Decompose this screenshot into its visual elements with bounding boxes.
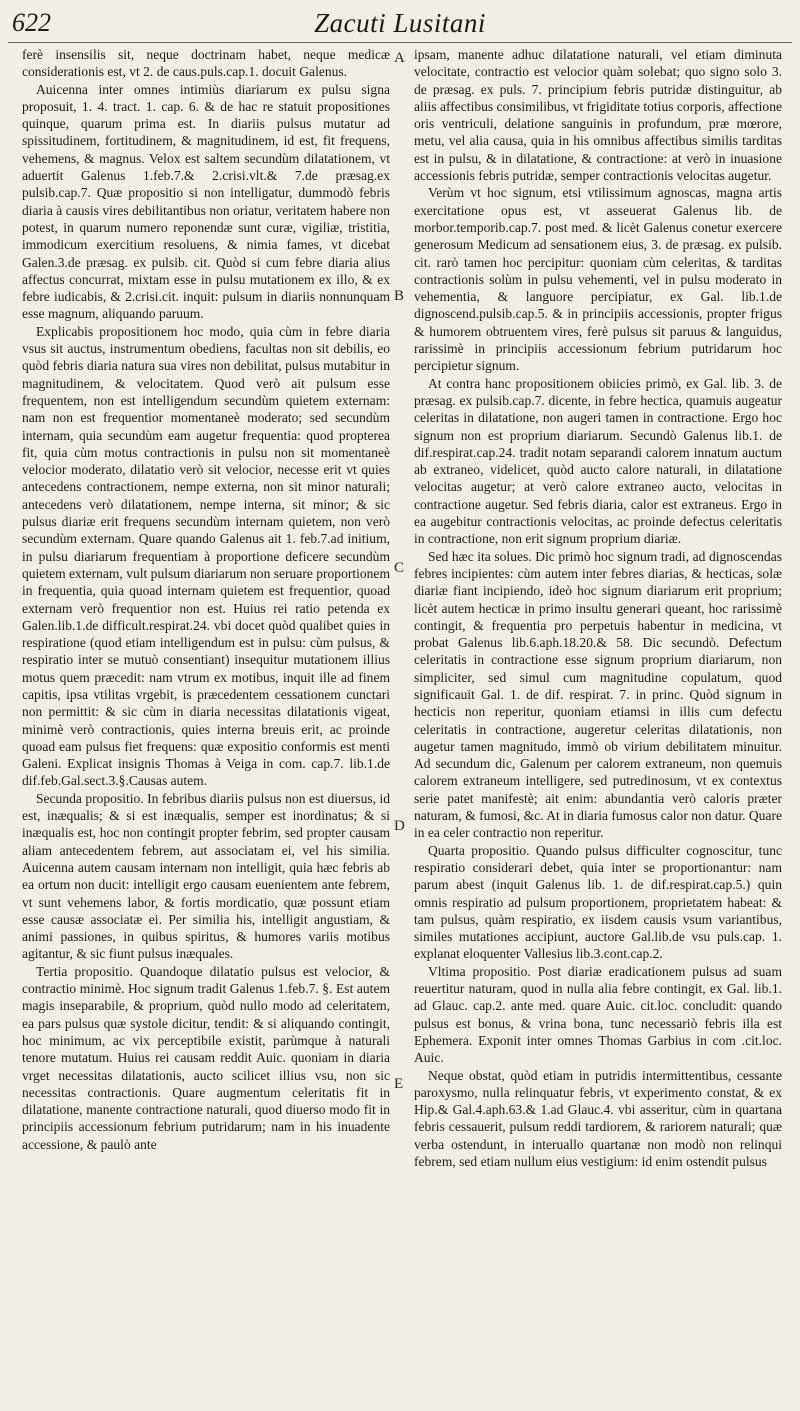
paragraph: Tertia propositio. Quandoque dilatatio pulsus est velocior, & contractio minimè. Hoc signum tradit Galenus 1.feb.7. §. Est autem magis inseparabile, & proprium, quòd nullo modo ad celeritatem, ea pars pulsus quæ systole dicitur, tendit: & si aliquando contingit, hoc minimum, ac vix perceptibile existit, parùmque à naturali tenore mutatum. Huius rei causam reddit Auic. quoniam in diaria vrget necessitas dilatationis, aucto scilicet illius vsu, non sic necessitas contractionis. Quare augmentum celeritatis fit in dilatatione, manente contractione naturali, quod diuerso modo fit in principiis accessionum febrium putridarum; nam in his inuadente accessione, & paulò ante (22, 963, 390, 1152)
paragraph: At contra hanc propositionem obiicies primò, ex Gal. lib. 3. de præsag. ex pulsib.cap.7. dicente, in febre hectica, quamuis augeatur celeritas in dilatatione, non augeri tamen in contractione. Ergo hoc signum non est proprium diariarum. Secundò Galenus lib.1. de dif.respirat.cap.24. tradit notam separandi calorem innatum auctum ab extraneo, videlicet, quòd aucto calore naturali, in dilatatione velocitas augetur; at verò calore extraneo aucto, velocitas in contractione augetur. Sed febris diaria, calor est extraneus. Ergo in ea augebitur contractionis velocitas, ac proinde defectus celeritatis in contractione, non erit signum proprium diariæ. (414, 375, 782, 547)
paragraph: Verùm vt hoc signum, etsi vtilissimum agnoscas, magna artis exercitatione opus est, vt asseuerat Galenus lib. de morbor.temporib.cap.7. post med. & licèt Galenus conetur exercere generosum Medicum ad sensationem eius, 3. de præsag. ex pulsib. cit. rarò tamen hoc percipitur: quoniam cùm celeritas, & tarditas contractionis solùm in pulsu vehementi, vel in pulsu moderato in vehementia, & languore percipiatur, ex Gal. lib.1.de dignoscend.pulsib.cap.5. & in principiis accessionis, propter frigus & humorem obtruentem vires, ferè pulsus sit paruus & languidus, rarissimè in principiis accessionum febrium putridarum hoc percipietur signum. (414, 185, 782, 374)
right-text-column (414, 46, 782, 1406)
page-header (8, 2, 792, 43)
margin-letter-a: A (394, 50, 405, 66)
paragraph: Auicenna inter omnes intimiùs diariarum ex pulsu signa proposuit, 1. 4. tract. 1. cap. 6. & de hac re statuit propositiones quinque, quarum prima est. In diariis pulsus mutatur ad spissitudinem, fortitudinem, & magnitudinem, id est, fit frequens, vehemens, & magnus. Velox est saltem secundùm dilatationem, vt aduertit Galenus 1.feb.7.& 2.crisi.vlt.& 7.de præsag.ex pulsib.cap.7. Quæ propositio si non intelligatur, dummodò febris diaria à causis vires debilitantibus non oriatur, veritatem habere non potest, in quarum numero reponendæ sunt curæ, vigiliæ, tristitia, immodicum exercitium resoluens, & nimia fames, vt dicebat Galen.3.de præsag. ex pulsib. cit. Quòd si cum febre diaria alius affectus concurrat, mixtam esse in pulsu mutationem ex illo, & ex febre iudicabis, & 2.crisi.cit. inquit: pulsum in diariis nonnunquam esse magnum, aliquando paruum. (22, 81, 390, 322)
paragraph: Quarta propositio. Quando pulsus difficulter cognoscitur, tunc respiratio considerari debet, quia inter se proportionantur: nam parum abest (inquit Galenus lib. 1. de dif.respirat.cap.5.) quin omnis respiratio ad pulsum proportionem, proprietatem habeat: & tam pulsus, quàm respiratio, ex iisdem causis vsum variantibus, similes mutationes accipiunt, auctore Gal.lib.de vsu puls.cap. 1. explanat eloquenter Vallesius lib.3.cont.cap.2. (414, 842, 782, 962)
margin-letter-b: B (394, 288, 405, 304)
margin-letter-d: D (394, 818, 405, 834)
running-title: Zacuti Lusitani (314, 8, 486, 38)
margin-letter-c: C (394, 560, 405, 576)
paragraph: ferè insensilis sit, neque doctrinam habet, neque medicæ considerationis est, vt 2. de caus.puls.cap.1. docuit Galenus. (22, 47, 390, 80)
paragraph: Neque obstat, quòd etiam in putridis intermittentibus, cessante paroxysmo, nulla relinquatur febris, vt experimento constat, & ex Hip.& Gal.4.aph.63.& 1.ad Glauc.4. vbi asseritur, cùm in quartana febris cessauerit, pulsum reddi tardiorem, & rariorem naturali; quæ verba ostendunt, in interuallo quartanæ non modò non relinqui febrem, sed etiam nullum eius vestigium: id enim ostendit pulsus (414, 1067, 782, 1169)
paragraph: Explicabis propositionem hoc modo, quia cùm in febre diaria vsus sit auctus, instrumentum obediens, facultas non sit debilis, eo quòd febris diaria natura sua vires non debilitat, pulsus mutabitur in magnitudinem, & velocitatem. Quod verò ait pulsum esse frequentem, non est intelligendum secundùm quietem externam: nam non est frequentior momentaneè moderato; sed secundùm internam, quia secundùm eam augetur frequentia: quod propterea fit, quia cùm motus contractionis in pulsu non sit momentaneè velocior moderato, dilatatio verò sit velocior, necesse erit vt quies antecedens contractionem, nempe externa, non sit minor naturali; antecedens verò dilatationem, nempe interna, sit minor; & sic pulsus diariæ erit frequens secundùm internam quietem, non verò secundùm externam. Quare quando Galenus ait 1. feb.7.ad initium, in pulsu diariarum frequentiam à proportione deficere secundùm quietem externam, vult pulsum diariarum non seruare proportionem in frequentia, quia quoad internam quietem est frequentior, quoad externam verò frequentior non est. Huius rei ratio petenda ex Galen.lib.1.de difficult.respirat.24. vbi docet quòd qualibet quies in respiratione (quod etiam intelligendum est in pulsu: cùm pulsus, & respiratio inter se mutuò consentiant) insequitur mutationem illius motus quem præcedit: nam vtrum ex motibus, inquit ille ad finem capitis, ipsa vtilitas vrgebit, is præcedentem cessationem cunctari non permittit: & sic cùm in diaria necessitas dilatationis vigeat, minimè verò contractionis, quies interna breuis erit, ac proinde quoad eam pulsus fiet frequens: quæ expositio conformis est menti Galeni. Explicat insignis Thomas à Veiga in com. cap.7. lib.1.de dif.feb.Gal.sect.3.§.Causas autem. (22, 323, 390, 789)
paragraph: Sed hæc ita solues. Dic primò hoc signum tradi, ad dignoscendas febres incipientes: cùm autem inter febres diarias, & hecticas, solæ diariæ fiant incipiendo, ideò hoc signum diariarum erit proprium; licèt autem hecticæ in primo insultu generari queant, hoc rarissimè contingit, & frequentia pro perpetuis habentur in medicina, vt probat Galenus lib.6.aph.18.20.& 58. Dic secundò. Defectum celeritatis in contractione esse signum proprium diariarum, non simpliciter, sed simul cum magnitudine copulatum, quod significauit Gal. 1. de dif. respirat. 7. in princ. Quòd signum in hecticis non reperitur, quoniam etiamsi in illis cum defectu celeritatis in contractione, augeretur celeritas dilatationis, non augetur tamen magnitudo, immò ob virium debilitatem minuitur. Ad secundum dic, Galenum per calorem extraneum, non quemuis calorem extraneum intelligere, sed putredinosum, vt ex contextus serie patet manifestè; ait enim: abundantia verò caloris præter naturam, & fumosi, &c. At in diaria fumosus calor non datur. Quare in ea celer contractio non reperitur. (414, 548, 782, 841)
left-text-column (22, 46, 390, 1406)
margin-letter-e: E (394, 1076, 404, 1092)
paragraph: Secunda propositio. In febribus diariis pulsus non est diuersus, id est, inæqualis; & si est inæqualis, semper est inordinatus; & si inæqualis est, hoc non contingit propter febrim, sed propter causam aliam antecedentem febrem, aut associatam ei, vel his similia. Auicenna autem causam internam non intelligit, quia hæc febris ab ea ortum non ducit: intelligit ergo causam euenientem ante febrem, vt sunt vehemens labor, & fortis mordicatio, quæ possunt etiam esse causæ associatæ ei. Per similia his, intelligit angustiam, & animi passiones, in quibus spiritus, & humores variis motibus agitantur, & sic fiunt pulsus inæquales. (22, 790, 390, 962)
paragraph: ipsam, manente adhuc dilatatione naturali, vel etiam diminuta velocitate, contractio est velocior quàm solebat; quo signo solo 3. de præsag. ex puls. 7. principium febris putridæ distinguitur, ab aliis affectibus consimilibus, vt frigiditate totius corporis, affectione oris ventriculi, delatione sanguinis in profundum, præ mœrore, metu, vel alia causa, quia in his omnibus affectibus similis tarditas est in pulsu, & in dilatatione, & contractione: at verò in inuasione accessionis febris putridæ, semper contractionis velocitas augetur. (414, 47, 782, 184)
page-number: 622 (12, 8, 51, 37)
paragraph: Vltima propositio. Post diariæ eradicationem pulsus ad suam reuertitur naturam, quod in nulla alia febre contingit, ex Gal. lib.1. ad Glauc. cap.2. ante med. quare Auic. cit.loc. concludit: quando pulsus est bonus, & vrina bona, tunc necessariò febris illa est Ephemera. Exponit inter omnes Thomas Garbius in com .cit.loc. Auic. (414, 963, 782, 1066)
